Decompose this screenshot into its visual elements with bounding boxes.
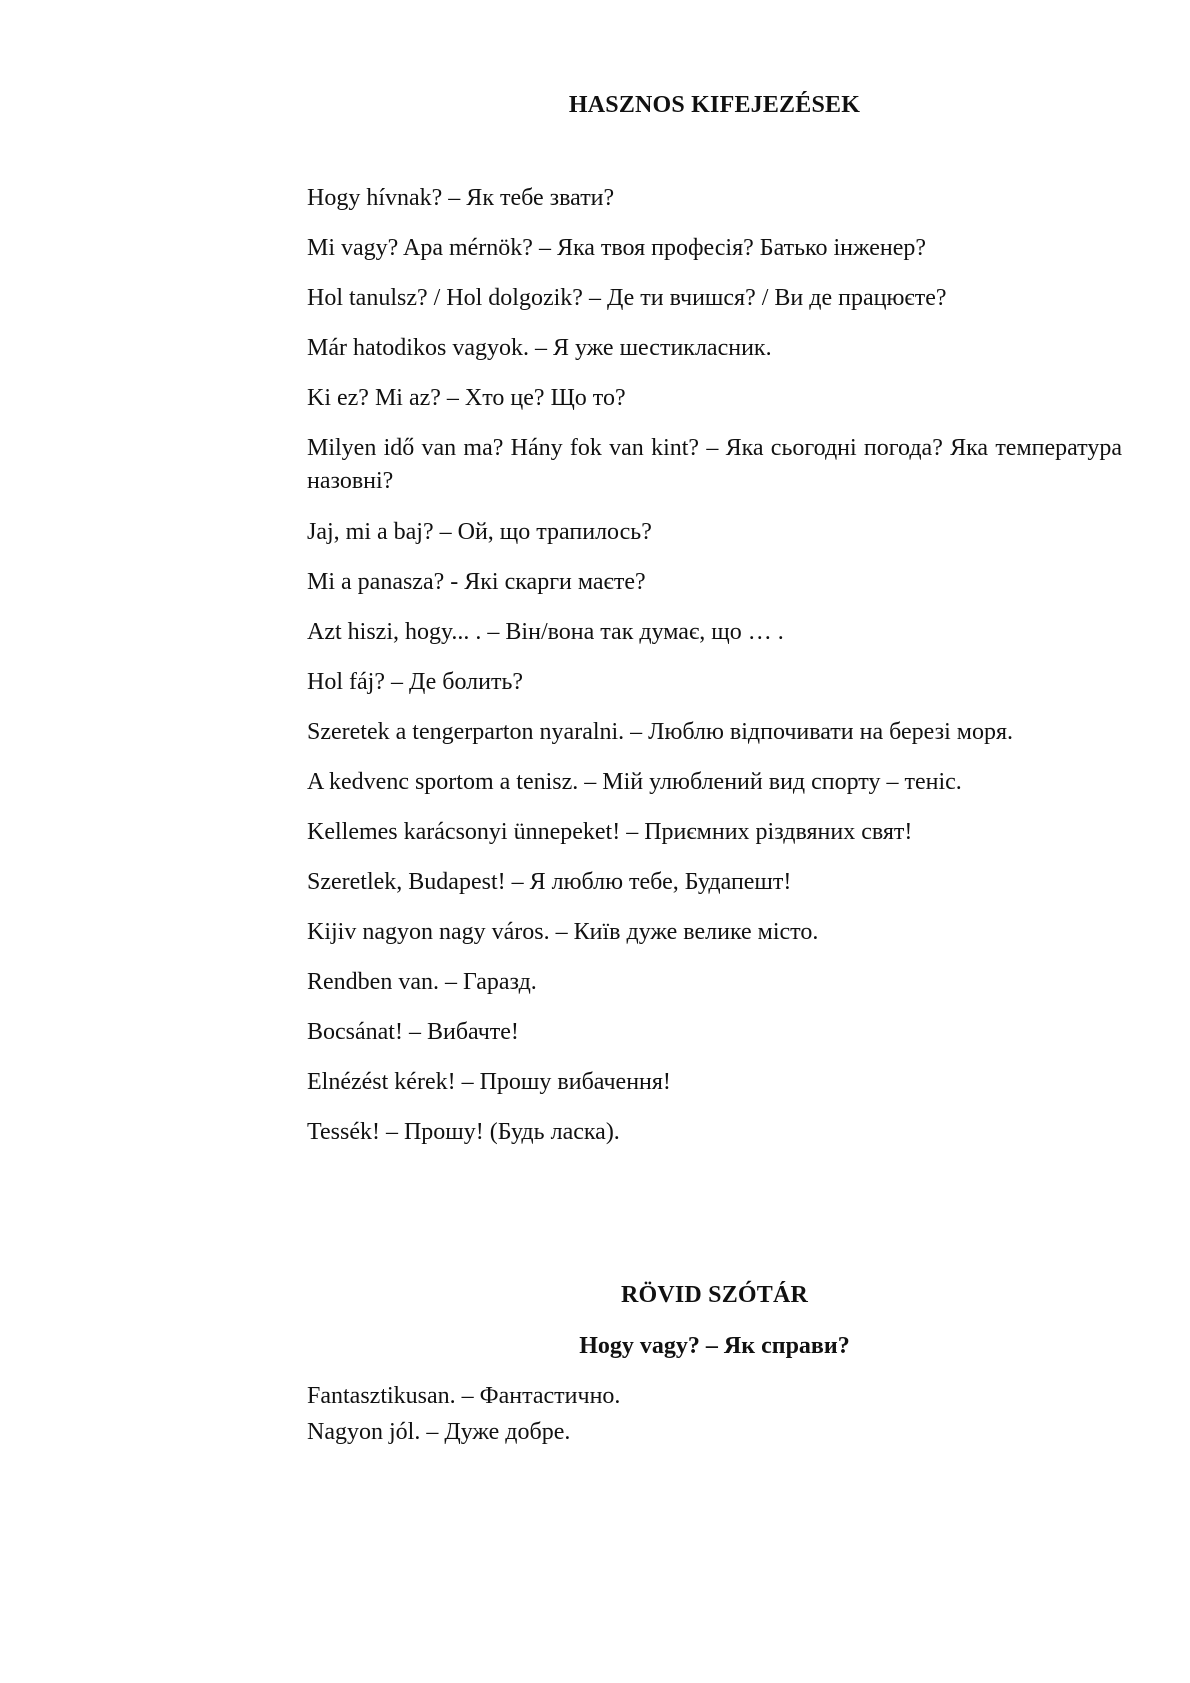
phrase-item: Elnézést kérek! – Прошу вибачення! <box>307 1069 671 1095</box>
phrase-item: Ki ez? Mi az? – Хто це? Що то? <box>307 385 626 411</box>
phrase-item: Mi a panasza? - Які скарги маєте? <box>307 569 646 595</box>
phrase-item: Kellemes karácsonyi ünnepeket! – Приємних різдвяних свят! <box>307 819 913 845</box>
phrase-item: Hol fáj? – Де болить? <box>307 669 524 695</box>
useful-phrases-list <box>307 182 1122 1166</box>
short-dictionary-title: RÖVID SZÓTÁR <box>620 1282 809 1308</box>
useful-phrases-title: HASZNOS KIFEJEZÉSEK <box>568 92 861 118</box>
phrase-item: Kijiv nagyon nagy város. – Київ дуже велике місто. <box>307 919 819 945</box>
phrase-item: Milyen idő van ma? Hány fok van kint? – Яка сьогодні погода? Яка температура назовні? <box>307 435 1122 494</box>
phrase-item: Bocsánat! – Вибачте! <box>307 1019 519 1045</box>
dictionary-entries <box>307 1378 1122 1450</box>
dictionary-entry: Nagyon jól. – Дуже добре. <box>307 1419 571 1445</box>
phrase-item: Azt hiszi, hogy... . – Він/вона так думає, що … . <box>307 619 784 645</box>
dictionary-entry: Fantasztikusan. – Фантастично. <box>307 1383 621 1409</box>
phrase-item: Jaj, mi a baj? – Ой, що трапилось? <box>307 519 652 545</box>
phrase-item: Tessék! – Прошу! (Будь ласка). <box>307 1119 620 1145</box>
phrase-item: Szeretlek, Budapest! – Я люблю тебе, Будапешт! <box>307 869 792 895</box>
phrase-item: Rendben van. – Гаразд. <box>307 969 537 995</box>
phrase-item: Szeretek a tengerparton nyaralni. – Люблю відпочивати на березі моря. <box>307 719 1013 745</box>
phrase-item: Hogy hívnak? – Як тебе звати? <box>307 185 615 211</box>
phrase-item: Már hatodikos vagyok. – Я уже шестикласник. <box>307 335 772 361</box>
phrase-item: A kedvenc sportom a tenisz. – Мій улюблений вид спорту – теніс. <box>307 769 962 795</box>
short-dictionary-subtitle: Hogy vagy? – Як справи? <box>579 1333 850 1359</box>
phrase-item: Mi vagy? Apa mérnök? – Яка твоя професія? Батько інженер? <box>307 235 927 261</box>
phrase-item: Hol tanulsz? / Hol dolgozik? – Де ти вчишся? / Ви де працюєте? <box>307 285 947 311</box>
